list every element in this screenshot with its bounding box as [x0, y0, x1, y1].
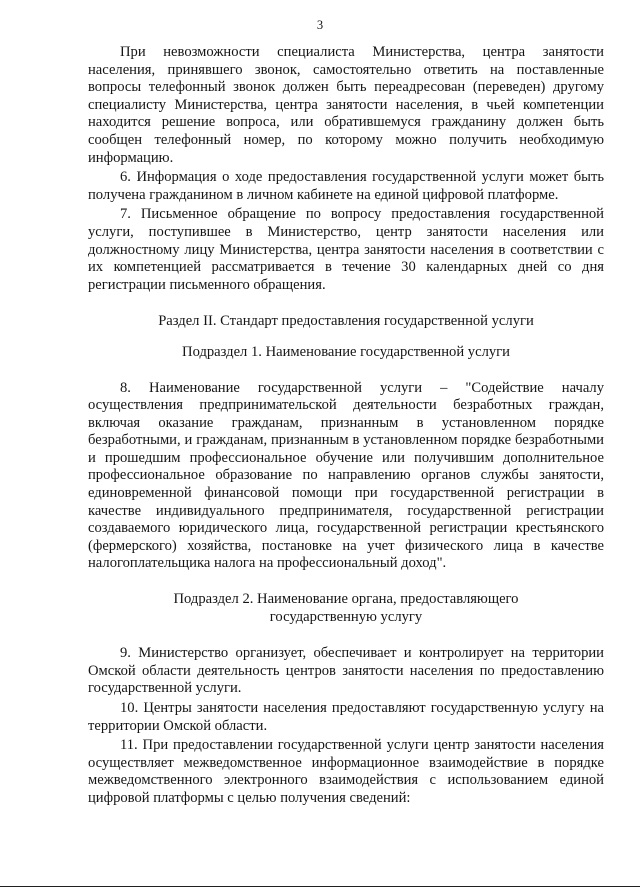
paragraph-phone-redirect: При невозможности специалиста Министерства, центра занятости населения, принявшего звонок, самостоятельно ответить на поставленные вопросы телефонный звонок должен быть переадресован (переведен) другому специалисту Министерства, центра занятости населения, в чьей компетенции находится решение вопроса, или обратившемуся гражданину должен быть сообщен телефонный номер, по которому можно получить необходимую информацию.	[88, 44, 604, 166]
paragraph-10: 10. Центры занятости населения предоставляют государственную услугу на территории Омской области.	[88, 700, 604, 734]
bottom-rule	[0, 886, 640, 887]
paragraph-6: 6. Информация о ходе предоставления государственной услуги может быть получена гражданином в личном кабинете на единой цифровой платформе.	[88, 169, 604, 203]
document-body	[88, 44, 604, 808]
section-2-heading	[88, 313, 604, 331]
subsection-1-heading-line: Подраздел 1. Наименование государственной услуги	[182, 343, 510, 360]
section-2-heading-line: Раздел II. Стандарт предоставления государственной услуги	[158, 313, 534, 330]
paragraph-7: 7. Письменное обращение по вопросу предоставления государственной услуги, поступившее в Министерство, центр занятости населения или должностному лицу Министерства, центра занятости населения в соответствии с их компетенцией рассматривается в течение 30 календарных дней со дня регистрации письменного обращения.	[88, 206, 604, 293]
page-number: 3	[316, 18, 324, 32]
subsection-1-heading	[88, 344, 604, 362]
paragraph-8: 8. Наименование государственной услуги – "Содействие началу осуществления предпринимательской деятельности безработных граждан, включая оказание гражданам, признанным в установленном порядке безработными, и гражданам, признанным в установленном порядке безработными и прошедшим профессиональное обучение или получившим дополнительное профессиональное образование по направлению органов службы занятости, единовременной финансовой помощи при государственной регистрации в качестве индивидуального предпринимателя, государственной регистрации создаваемого юридического лица, государственной регистрации крестьянского (фермерского) хозяйства, постановке на учет физического лица в качестве налогоплательщика налога на профессиональный доход".	[88, 379, 604, 572]
subsection-2-heading-line-1: Подраздел 2. Наименование органа, предоставляющего	[173, 591, 519, 608]
paragraph-9: 9. Министерство организует, обеспечивает и контролирует на территории Омской области деятельность центров занятости населения по предоставлению государственной услуги.	[88, 645, 604, 697]
subsection-2-heading	[88, 591, 604, 626]
paragraph-11: 11. При предоставлении государственной услуги центр занятости населения осуществляет межведомственное информационное взаимодействие в порядке межведомственного электронного взаимодействия с использованием единой цифровой платформы с целью получения сведений:	[88, 737, 604, 806]
subsection-2-heading-line-2: государственную услугу	[269, 608, 423, 625]
